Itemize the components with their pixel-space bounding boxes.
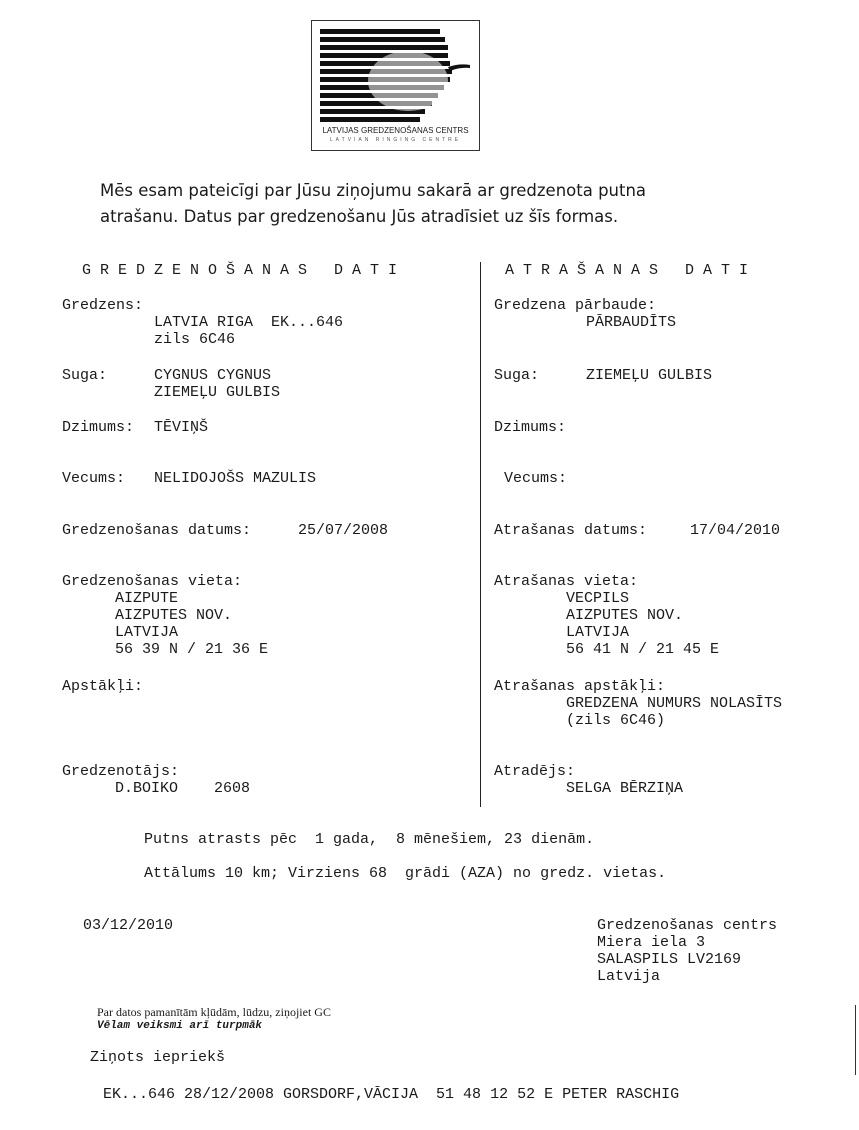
logo-org-name: LATVIJAS GREDZENOŠANAS CENTRS — [322, 126, 469, 135]
finding-circumstances-line: (zils 6C46) — [566, 712, 666, 729]
previous-report-record: EK...646 28/12/2008 GORSDORF,VĀCIJA 51 48 12 52 E PETER RASCHIG — [103, 1086, 680, 1103]
errors-note: Par datos pamanītām kļūdām, lūdzu, ziņojiet GC — [97, 1005, 331, 1019]
sex-value: TĒVIŅŠ — [154, 419, 209, 436]
ringer-value: D.BOIKO 2608 — [115, 780, 251, 797]
ringing-place-label: Gredzenošanas vieta: — [62, 573, 243, 590]
finding-date-label: Atrašanas datums: — [494, 522, 648, 539]
address-line: SALASPILS LV2169 — [597, 951, 742, 968]
intro-line-2: atrašanu. Datus par gredzenošanu Jūs atradīsiet uz šīs formas. — [100, 207, 619, 226]
distance-direction: Attālums 10 km; Virziens 68 grādi (AZA) no gredz. vietas. — [144, 865, 667, 882]
address-line: Latvija — [597, 968, 661, 985]
elapsed-time: Putns atrasts pēc 1 gada, 8 mēnešiem, 23 dienām. — [144, 831, 595, 848]
sex-label-right: Dzimums: — [494, 419, 567, 436]
species-local-right: ZIEMEĻU GULBIS — [586, 367, 713, 384]
ringer-label: Gredzenotājs: — [62, 763, 180, 780]
species-local-left: ZIEMEĻU GULBIS — [154, 384, 281, 401]
finding-place-line: VECPILS — [566, 590, 630, 607]
ring-check-label: Gredzena pārbaude: — [494, 297, 657, 314]
age-value: NELIDOJOŠS MAZULIS — [154, 470, 317, 487]
letter-date: 03/12/2010 — [83, 917, 174, 934]
sex-label-left: Dzimums: — [62, 419, 135, 436]
age-label-left: Vecums: — [62, 470, 126, 487]
ringing-date-value: 25/07/2008 — [298, 522, 389, 539]
finding-place-line: LATVIJA — [566, 624, 630, 641]
finding-coordinates: 56 41 N / 21 45 E — [566, 641, 720, 658]
ringing-place-line: LATVIJA — [115, 624, 179, 641]
finding-circumstances-label: Atrašanas apstākļi: — [494, 678, 666, 695]
ring-check-value: PĀRBAUDĪTS — [586, 314, 677, 331]
finding-place-label: Atrašanas vieta: — [494, 573, 639, 590]
ring-color-code: zils 6C46 — [154, 331, 236, 348]
logo-sub-text: LATVIAN RINGING CENTRE — [329, 137, 462, 143]
finding-place-line: AIZPUTES NOV. — [566, 607, 684, 624]
intro-text — [100, 178, 740, 230]
good-luck-wish: Vēlam veiksmi arī turpmāk — [97, 1020, 263, 1032]
previous-reports-heading: Ziņots iepriekš — [90, 1049, 226, 1066]
species-label-left: Suga: — [62, 367, 108, 384]
ringing-date-label: Gredzenošanas datums: — [62, 522, 252, 539]
column-divider — [480, 262, 481, 807]
ringing-data-heading: G R E D Z E N O Š A N A S D A T I — [82, 262, 398, 279]
finding-circumstances-line: GREDZENA NUMURS NOLASĪTS — [566, 695, 783, 712]
finder-value: SELGA BĒRZIŅA — [566, 780, 684, 797]
swan-logo-icon — [320, 29, 471, 123]
ring-label: Gredzens: — [62, 297, 144, 314]
scan-edge-line — [855, 1005, 856, 1075]
intro-line-1: Mēs esam pateicīgi par Jūsu ziņojumu sakarā ar gredzenota putna — [100, 181, 647, 200]
species-label-right: Suga: — [494, 367, 540, 384]
address-line: Miera iela 3 — [597, 934, 706, 951]
circumstances-label-left: Apstākļi: — [62, 678, 144, 695]
address-line: Gredzenošanas centrs — [597, 917, 778, 934]
finder-label: Atradējs: — [494, 763, 576, 780]
ringing-place-line: AIZPUTE — [115, 590, 179, 607]
ring-number: LATVIA RIGA EK...646 — [154, 314, 344, 331]
ringing-place-line: AIZPUTES NOV. — [115, 607, 233, 624]
ringing-centre-logo — [311, 20, 480, 151]
finding-date-value: 17/04/2010 — [690, 522, 781, 539]
species-latin: CYGNUS CYGNUS — [154, 367, 272, 384]
finding-data-heading: A T R A Š A N A S D A T I — [505, 262, 749, 279]
age-label-right: Vecums: — [504, 470, 568, 487]
ringing-coordinates: 56 39 N / 21 36 E — [115, 641, 269, 658]
